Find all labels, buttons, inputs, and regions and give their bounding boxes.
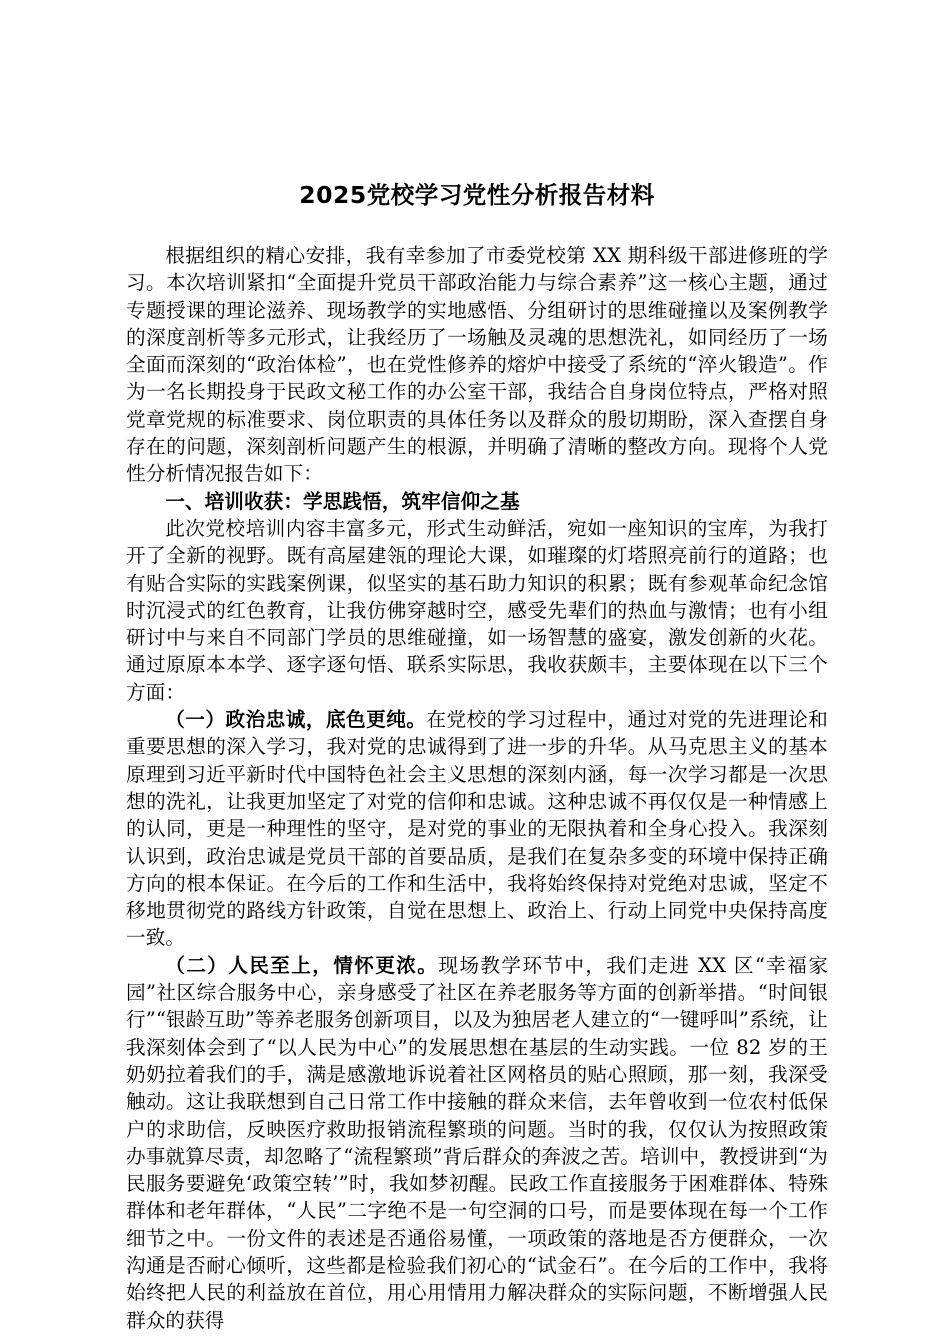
- paragraph-section-1-2: [126, 952, 828, 1334]
- document-content: [126, 178, 828, 1334]
- paragraph-intro: 根据组织的精心安排，我有幸参加了市委党校第 XX 期科级干部进修班的学习。本次培训紧扣“全面提升党员干部政治能力与综合素养”这一核心主题，通过专题授课的理论滋养、现场教学的实地感悟、分组研讨的思维碰撞以及案例教学的深度剖析等多元形式，让我经历了一场触及灵魂的思想洗礼，如同经历了一场全面而深刻的“政治体检”，也在党性修养的熔炉中接受了系统的“淬火锻造”。作为一名长期投身于民政文秘工作的办公室干部，我结合自身岗位特点，严格对照党章党规的标准要求、岗位职责的具体任务以及群众的殷切期盼，深入查摆自身存在的问题，深刻剖析问题产生的根源，并明确了清晰的整改方向。现将个人党性分析情况报告如下：: [126, 244, 828, 486]
- subsection-body-1-1: 在党校的学习过程中，通过对党的先进理论和重要思想的深入学习，我对党的忠诚得到了进一步的升华。从马克思主义的基本原理到习近平新时代中国特色社会主义思想的深刻内涵，每一次学习都是一次思想的洗礼，让我更加坚定了对党的信仰和忠诚。这种忠诚不再仅仅是一种情感上的认同，更是一种理性的坚守，是对党的事业的无限执着和全身心投入。我深刻认识到，政治忠诚是党员干部的首要品质，是我们在复杂多变的环境中保持正确方向的根本保证。在今后的工作和生活中，我将始终保持对党绝对忠诚，坚定不移地贯彻党的路线方针政策，自觉在思想上、政治上、行动上同党中央保持高度一致。: [126, 708, 828, 950]
- subsection-lead-1-1: （一）政治忠诚，底色更纯。: [165, 708, 427, 732]
- subsection-lead-1-2: （二）人民至上，情怀更浓。: [165, 953, 439, 977]
- paragraph-section-1-1: [126, 706, 828, 952]
- page-title: 2025党校学习党性分析报告材料: [299, 181, 655, 209]
- section-heading-1: 一、培训收获：学思践悟，筑牢信仰之基: [165, 489, 520, 513]
- paragraph-section-1-body: 此次党校培训内容丰富多元，形式生动鲜活，宛如一座知识的宝库，为我打开了全新的视野。既有高屋建瓴的理论大课，如璀璨的灯塔照亮前行的道路；也有贴合实际的实践案例课，似坚实的基石助力知识的积累；既有参观革命纪念馆时沉浸式的红色教育，让我仿佛穿越时空，感受先辈们的热血与激情；也有小组研讨中与来自不同部门学员的思维碰撞，如一场智慧的盛宴，激发创新的火花。通过原原本本学、逐字逐句悟、联系实际思，我收获颇丰，主要体现在以下三个方面：: [126, 516, 828, 704]
- subsection-body-1-2: 现场教学环节中，我们走进 XX 区“幸福家园”社区综合服务中心，亲身感受了社区在养老服务等方面的创新举措。“时间银行”“银龄互助”等养老服务创新项目，以及为独居老人建立的“一键呼叫”系统，让我深刻体会到了“以人民为中心”的发展思想在基层的生动实践。一位 82 岁的王奶奶拉着我们的手，满是感激地诉说着社区网格员的贴心照顾，那一刻，我深受触动。这让我联想到自己日常工作中接触的群众来信，去年曾收到一位农村低保户的求助信，反映医疗救助报销流程繁琐的问题。当时的我，仅仅认为按照政策办事就算尽责，却忽略了“流程繁琐”背后群众的奔波之苦。培训中，教授讲到“为民服务要避免‘政策空转’”时，我如梦初醒。民政工作直接服务于困难群体、特殊群体和老年群体，“人民”二字绝不是一句空洞的口号，而是要体现在每一个工作细节之中。一份文件的表述是否通俗易懂，一项政策的落地是否方便群众，一次沟通是否耐心倾听，这些都是检验我们初心的“试金石”。在今后的工作中，我将始终把人民的利益放在首位，用心用情用力解决群众的实际问题，不断增强人民群众的获得: [126, 953, 828, 1332]
